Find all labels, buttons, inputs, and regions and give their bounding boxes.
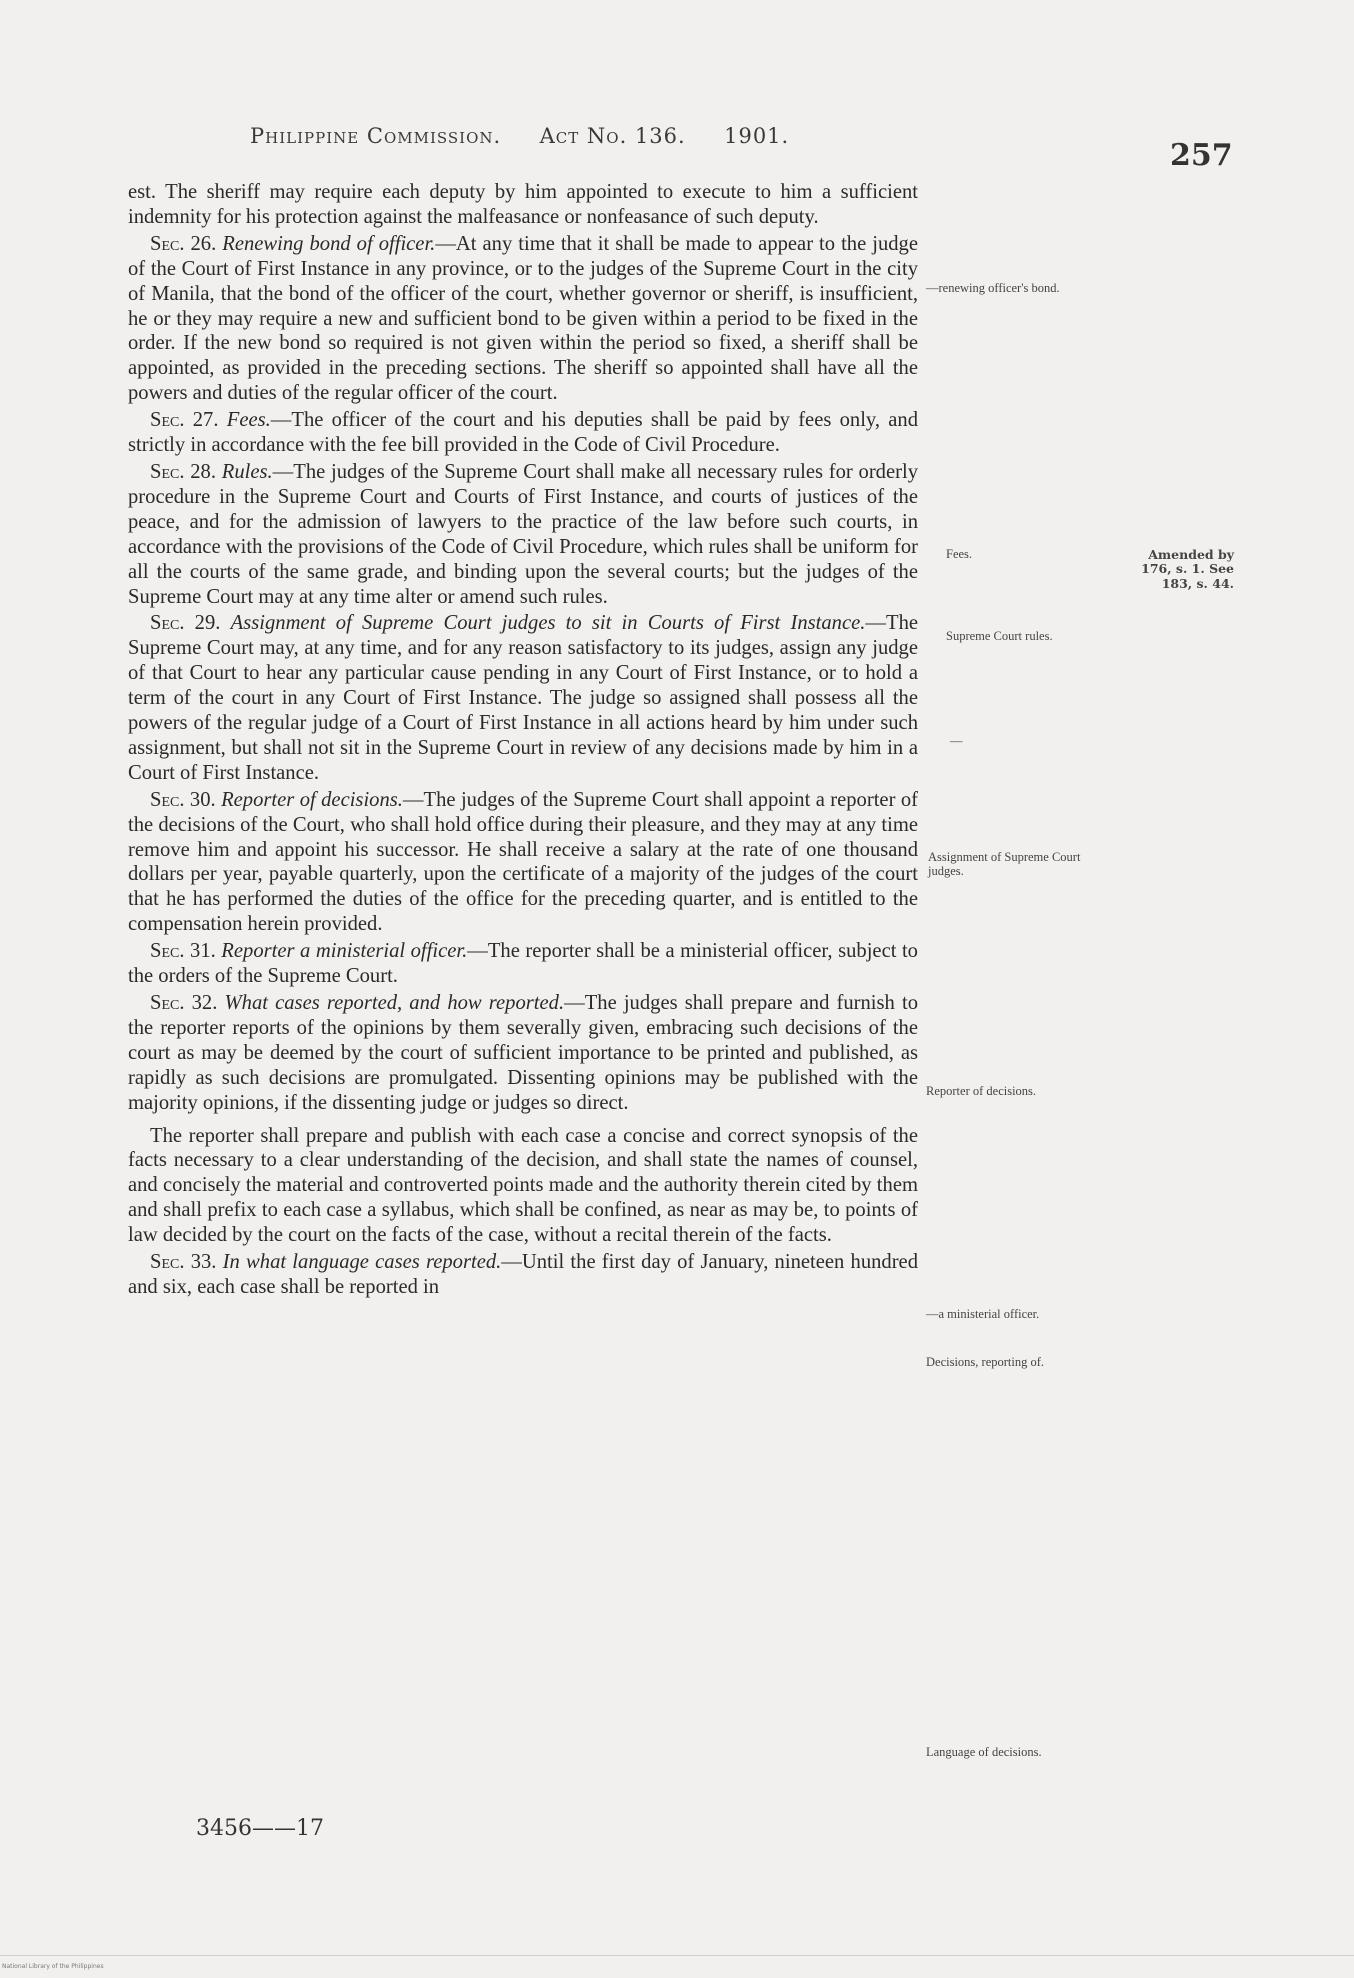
section-title: Renewing bond of officer.	[222, 232, 436, 255]
section-31	[128, 939, 918, 989]
section-title: Rules.	[221, 460, 273, 483]
section-text: —The reporter shall be a ministerial officer, subject to the orders of the Supreme Court.	[128, 940, 918, 988]
running-header	[250, 124, 860, 148]
header-title: Philippine Commission.	[250, 124, 502, 148]
section-title: Reporter of decisions.	[221, 788, 403, 811]
margin-note-rules: Supreme Court rules.	[946, 629, 1053, 643]
section-number: Sec. 28.	[150, 460, 216, 483]
section-text: —The judges shall prepare and furnish to the reporter reports of the opinions by them severally given, embracing such decisions of the court as may be deemed by the court of sufficient importance to be printed and published, as rapidly as such decisions are promulgated. Dissenting opinions may be published with the majority opinions, if the dissenting judge or judges so direct.	[128, 992, 918, 1114]
margin-note-reporter: Reporter of decisions.	[926, 1084, 1037, 1098]
section-title: Assignment of Supreme Court judges to sit in Courts of First Instance.	[230, 612, 866, 635]
section-text: —At any time that it shall be made to appear to the judge of the Court of First Instance in any province, or to the judges of the Supreme Court in the city of Manila, that the bond of the officer of the court, whether governor or sheriff, is insufficient, he or they may require a new and sufficient bond to be given within a period to be fixed in the order. If the new bond so required is not given within the period so fixed, a sheriff shall be appointed, as provided in the preceding sections. The sheriff so appointed shall have all the powers and duties of the regular officer of the court.	[128, 232, 918, 405]
section-text: —The judges of the Supreme Court shall make all necessary rules for orderly procedure in the Supreme Court and Courts of First Instance, and courts of justices of the peace, and for the admission of lawyers to the practice of the law before such courts, in accordance with the provisions of the Code of Civil Procedure, which rules shall be uniform for all the courts of the same grade, and binding upon the several courts; but the judges of the Supreme Court may at any time alter or amend such rules.	[128, 460, 918, 608]
margin-note-ministerial: —a ministerial officer.	[926, 1307, 1040, 1321]
section-text: —The officer of the court and his deputies shall be paid by fees only, and strictly in accordance with the fee bill provided in the Code of Civil Procedure.	[128, 409, 918, 457]
section-30	[128, 788, 918, 937]
section-number: Sec. 33.	[150, 1251, 217, 1274]
section-number: Sec. 26.	[150, 232, 217, 255]
header-year: 1901.	[724, 124, 790, 148]
page-number: 257	[1170, 138, 1233, 173]
section-27	[128, 408, 918, 458]
section-number: Sec. 27.	[150, 409, 219, 432]
body-text	[128, 180, 918, 1300]
signature-mark: 3456——17	[196, 1816, 324, 1841]
section-number: Sec. 30.	[150, 788, 216, 811]
scan-imprint: National Library of the Philippines	[2, 1963, 104, 1970]
header-act: Act No. 136.	[539, 124, 686, 148]
margin-note-decisions: Decisions, reporting of.	[926, 1355, 1045, 1369]
section-title: In what language cases reported.	[222, 1251, 502, 1274]
section-28	[128, 460, 918, 609]
section-number: Sec. 32.	[150, 992, 218, 1014]
margin-note-amended: Amended by 176, s. 1. See 183, s. 44.	[1141, 547, 1234, 591]
margin-note-dash: —	[950, 734, 963, 748]
section-title: Fees.	[226, 409, 271, 432]
margin-note-fees: Fees.	[946, 547, 973, 561]
margin-note-assignment: Assignment of Supreme Court judges.	[928, 850, 1081, 879]
section-text: —The Supreme Court may, at any time, and for any reason satisfactory to its judges, assign any judge of that Court to hear any particular cause pending in any Court of First Instance, or to hold a term of the court in any Court of First Instance. The judge so assigned shall possess all the powers of the regular judge of a Court of First Instance in all actions heard by him under such assignment, but shall not sit in the Supreme Court in review of any decisions made by him in a Court of First Instance.	[128, 612, 919, 784]
section-26	[128, 232, 918, 406]
section-text: —Until the first day of January, nineteen hundred and six, each case shall be reported in	[128, 1251, 918, 1298]
section-number: Sec. 31.	[150, 940, 216, 963]
paragraph-reporter: The reporter shall prepare and publish with each case a concise and correct synopsis of the facts necessary to a clear understanding of the decision, and shall state the names of counsel, and concisely the material and controverted points made and the authority therein cited by them and shall prefix to each case a syllabus, which shall be confined, as near as may be, to points of law decided by the court on the facts of the case, without a recital therein of the facts.	[128, 1124, 918, 1247]
section-title: Reporter a ministerial officer.	[221, 940, 468, 963]
paragraph-continuation: est. The sheriff may require each deputy by him appointed to execute to him a sufficient indemnity for his protection against the malfeasance or nonfeasance of such deputy.	[128, 181, 918, 228]
margin-note-language: Language of decisions.	[926, 1745, 1042, 1759]
section-text: —The judges of the Supreme Court shall appoint a reporter of the decisions of the Court, who shall hold office during their pleasure, and they may at any time remove him and appoint his successor. He shall receive a salary at the rate of one thousand dollars per year, payable quarterly, upon the certificate of a majority of the judges of the court that he has performed the duties of the office for the preceding quarter, and is entitled to the compensation herein provided.	[128, 788, 918, 936]
section-32	[128, 991, 918, 1116]
section-29	[128, 611, 918, 785]
section-title: What cases reported, and how reported.	[224, 992, 565, 1014]
section-33	[128, 1250, 918, 1300]
margin-note-renewing: —renewing officer's bond.	[926, 281, 1060, 295]
bottom-divider	[0, 1955, 1354, 1956]
section-number: Sec. 29.	[150, 612, 221, 635]
